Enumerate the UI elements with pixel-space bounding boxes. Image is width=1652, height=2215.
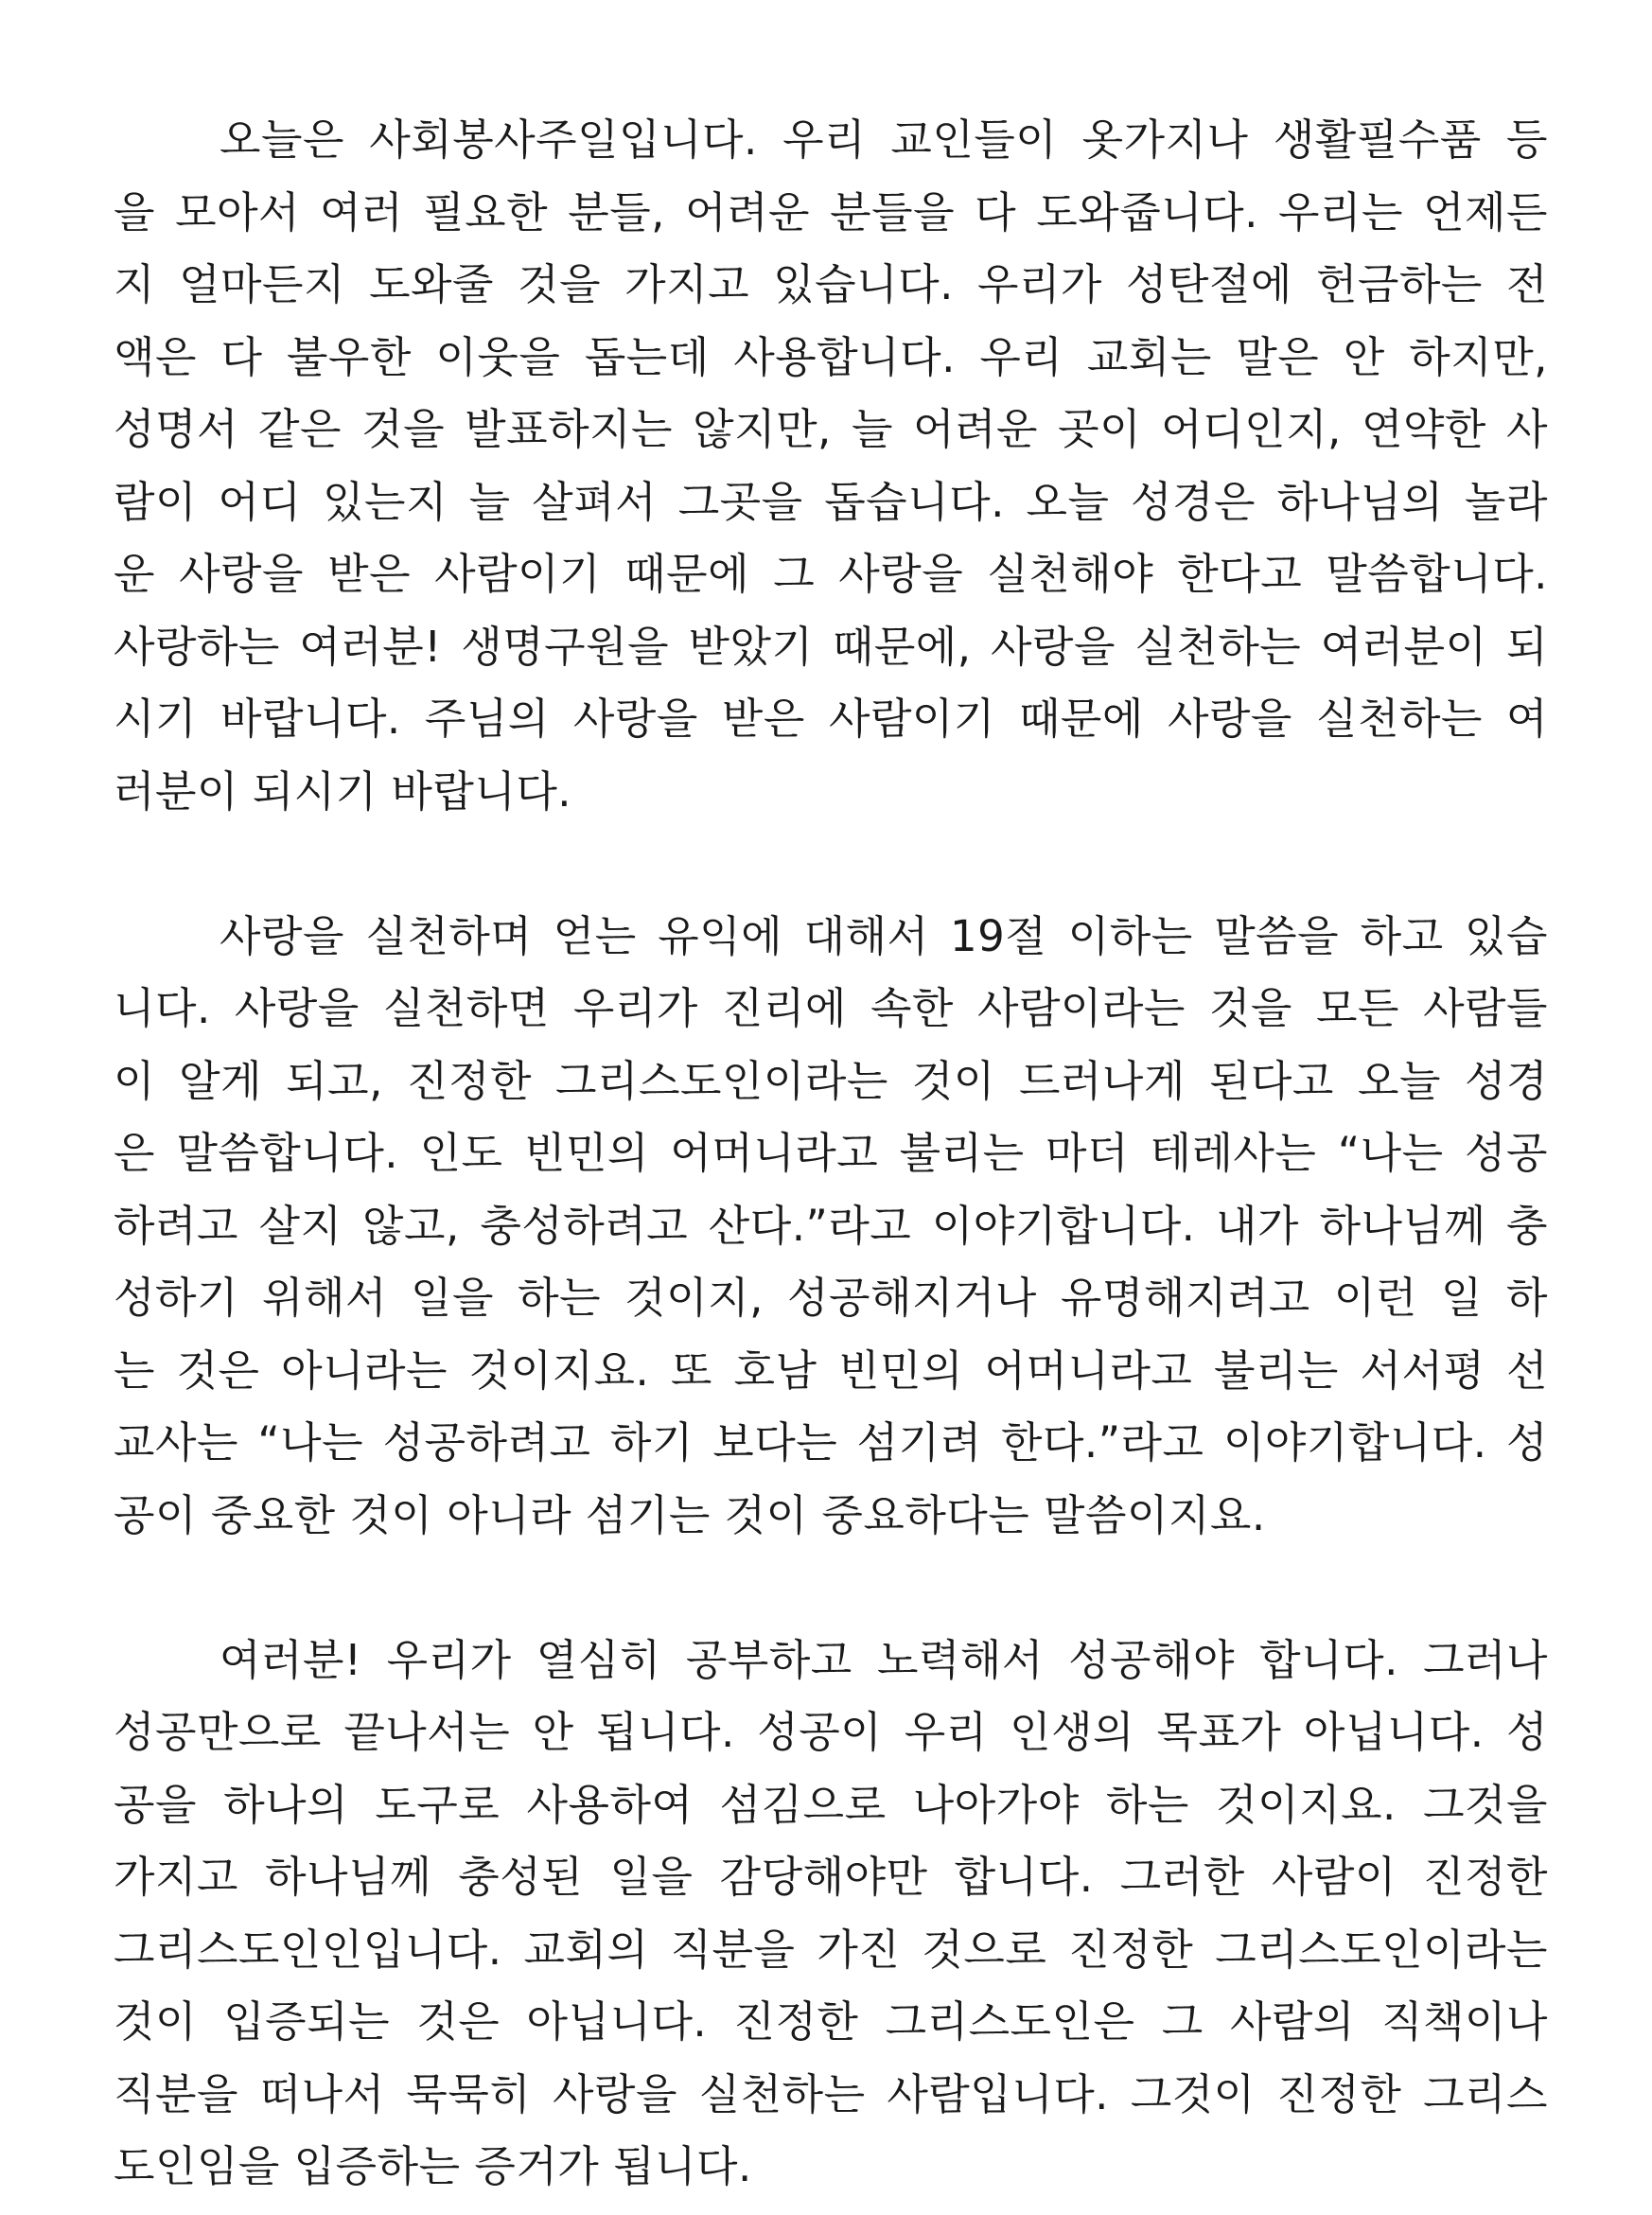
text-line: 액은 다 불우한 이웃을 돕는데 사용합니다. 우리 교회는 말은 안 하지만,: [114, 331, 1548, 382]
text-line: 이 알게 되고, 진정한 그리스도인이라는 것이 드러나게 된다고 오늘 성경: [114, 1055, 1548, 1106]
text-line: 것이 입증되는 것은 아닙니다. 진정한 그리스도인은 그 사람의 직책이나: [114, 1996, 1548, 2047]
text-line: 성공만으로 끝나서는 안 됩니다. 성공이 우리 인생의 목표가 아닙니다. 성: [114, 1707, 1548, 1757]
document-page: [114, 104, 1548, 2204]
text-line: 람이 어디 있는지 늘 살펴서 그곳을 돕습니다. 오늘 성경은 하나님의 놀라: [114, 476, 1548, 527]
text-line: 는 것은 아니라는 것이지요. 또 호남 빈민의 어머니라고 불리는 서서평 선: [114, 1345, 1548, 1396]
text-line: 하려고 살지 않고, 충성하려고 산다.”라고 이야기합니다. 내가 하나님께 충: [114, 1200, 1548, 1251]
text-line: 가지고 하나님께 충성된 일을 감당해야만 합니다. 그러한 사람이 진정한: [114, 1852, 1548, 1902]
text-line: 운 사랑을 받은 사람이기 때문에 그 사랑을 실천해야 한다고 말씀합니다.: [114, 549, 1548, 599]
text-line: 도인임을 입증하는 증거가 됩니다.: [114, 2141, 752, 2191]
paragraph-3: [114, 1625, 1548, 2204]
text-line: 러분이 되시기 바랍니다.: [114, 765, 572, 817]
text-line: 여러분! 우리가 열심히 공부하고 노력해서 성공해야 합니다. 그러나: [220, 1634, 1548, 1685]
text-line: 사랑을 실천하며 얻는 유익에 대해서 19절 이하는 말씀을 하고 있습: [220, 910, 1548, 961]
text-line: 직분을 떠나서 묵묵히 사랑을 실천하는 사람입니다. 그것이 진정한 그리스: [114, 2068, 1548, 2119]
text-line: 은 말씀합니다. 인도 빈민의 어머니라고 불리는 마더 테레사는 “나는 성공: [114, 1128, 1548, 1178]
text-line: 성명서 같은 것을 발표하지는 않지만, 늘 어려운 곳이 어디인지, 연약한 사: [114, 404, 1548, 454]
text-line: 교사는 “나는 성공하려고 하기 보다는 섬기려 한다.”라고 이야기합니다. 성: [114, 1417, 1548, 1468]
paragraph-spacer: [114, 828, 1548, 901]
text-line: 성하기 위해서 일을 하는 것이지, 성공해지거나 유명해지려고 이런 일 하: [114, 1273, 1548, 1323]
text-line: 오늘은 사회봉사주일입니다. 우리 교인들이 옷가지나 생활필수품 등: [220, 114, 1548, 165]
paragraph-2: [114, 901, 1548, 1553]
text-line: 그리스도인인입니다. 교회의 직분을 가진 것으로 진정한 그리스도인이라는: [114, 1924, 1548, 1975]
text-line: 을 모아서 여러 필요한 분들, 어려운 분들을 다 도와줍니다. 우리는 언제든: [114, 186, 1548, 237]
text-line: 공이 중요한 것이 아니라 섬기는 것이 중요하다는 말씀이지요.: [114, 1489, 1266, 1540]
text-line: 지 얼마든지 도와줄 것을 가지고 있습니다. 우리가 성탄절에 헌금하는 전: [114, 259, 1548, 309]
paragraph-spacer: [114, 1552, 1548, 1625]
paragraph-1: [114, 104, 1548, 828]
text-line: 시기 바랍니다. 주님의 사랑을 받은 사람이기 때문에 사랑을 실천하는 여: [114, 694, 1548, 744]
text-line: 사랑하는 여러분! 생명구원을 받았기 때문에, 사랑을 실천하는 여러분이 되: [114, 621, 1548, 672]
text-line: 공을 하나의 도구로 사용하여 섬김으로 나아가야 하는 것이지요. 그것을: [114, 1779, 1548, 1830]
text-line: 니다. 사랑을 실천하면 우리가 진리에 속한 사람이라는 것을 모든 사람들: [114, 983, 1548, 1033]
